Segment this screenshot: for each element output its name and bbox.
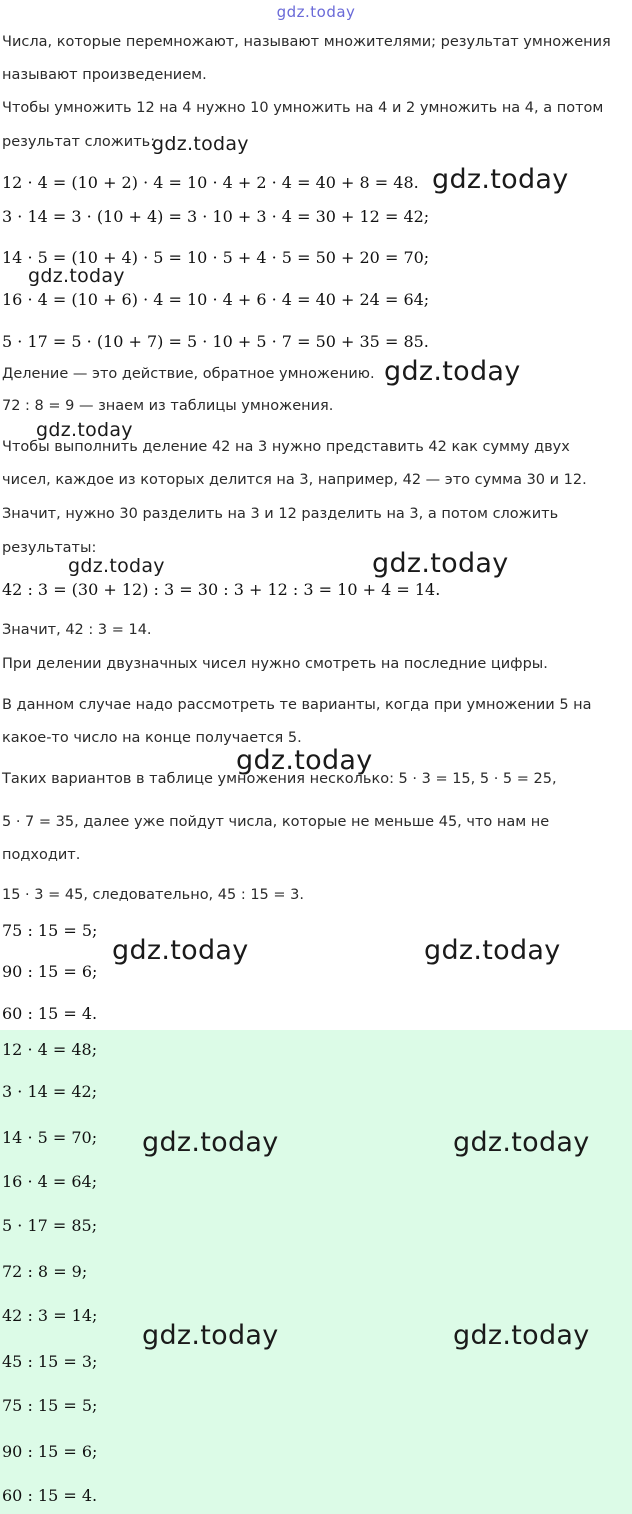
equation: 12 · 4 = (10 + 2) · 4 = 10 · 4 + 2 · 4 = 40 + 8 = 48. — [2, 173, 419, 192]
text-line: Чтобы выполнить деление 42 на 3 нужно представить 42 как сумму двух — [2, 439, 570, 455]
text-line: Числа, которые перемножают, называют множителями; результат умножения — [2, 34, 611, 50]
text-line: результаты: — [2, 540, 97, 556]
equation: 5 · 17 = 5 · (10 + 7) = 5 · 10 + 5 · 7 = 50 + 35 = 85. — [2, 332, 429, 351]
watermark: gdz.today — [112, 935, 249, 966]
text-line: Значит, нужно 30 разделить на 3 и 12 разделить на 3, а потом сложить — [2, 506, 559, 522]
text-line: Деление — это действие, обратное умножению. — [2, 366, 375, 382]
text-line: результат сложить: — [2, 134, 156, 150]
text-line: называют произведением. — [2, 67, 207, 83]
answer-line: 14 · 5 = 70; — [2, 1128, 98, 1147]
watermark: gdz.today — [28, 265, 125, 287]
watermark: gdz.today — [384, 356, 521, 387]
text-line: Значит, 42 : 3 = 14. — [2, 622, 152, 638]
text-line: Чтобы умножить 12 на 4 нужно 10 умножить на 4 и 2 умножить на 4, а потом — [2, 100, 604, 116]
equation: 75 : 15 = 5; — [2, 921, 98, 940]
answer-line: 45 : 15 = 3; — [2, 1352, 98, 1371]
equation: 60 : 15 = 4. — [2, 1004, 98, 1023]
text-line: 72 : 8 = 9 — знаем из таблицы умножения. — [2, 398, 334, 414]
text-line: Таких вариантов в таблице умножения несколько: 5 · 3 = 15, 5 · 5 = 25, — [2, 771, 557, 787]
answer-line: 16 · 4 = 64; — [2, 1172, 98, 1191]
watermark: gdz.today — [142, 1127, 279, 1158]
watermark: gdz.today — [372, 548, 509, 579]
text-line: При делении двузначных чисел нужно смотреть на последние цифры. — [2, 656, 548, 672]
watermark: gdz.today — [68, 555, 165, 577]
watermark: gdz.today — [424, 935, 561, 966]
answer-line: 60 : 15 = 4. — [2, 1486, 98, 1505]
equation: 3 · 14 = 3 · (10 + 4) = 3 · 10 + 3 · 4 = 30 + 12 = 42; — [2, 207, 430, 226]
answer-line: 5 · 17 = 85; — [2, 1216, 98, 1235]
equation: 90 : 15 = 6; — [2, 962, 98, 981]
site-logo[interactable]: gdz.today — [276, 3, 356, 21]
answer-line: 90 : 15 = 6; — [2, 1442, 98, 1461]
equation: 42 : 3 = (30 + 12) : 3 = 30 : 3 + 12 : 3 = 10 + 4 = 14. — [2, 580, 441, 599]
watermark: gdz.today — [142, 1320, 279, 1351]
text-line: 15 · 3 = 45, следовательно, 45 : 15 = 3. — [2, 887, 304, 903]
answer-line: 72 : 8 = 9; — [2, 1262, 88, 1281]
text-line: подходит. — [2, 847, 81, 863]
text-line: 5 · 7 = 35, далее уже пойдут числа, которые не меньше 45, что нам не — [2, 814, 550, 830]
answer-line: 42 : 3 = 14; — [2, 1306, 98, 1325]
watermark: gdz.today — [152, 133, 249, 155]
answer-block — [0, 1030, 632, 1514]
answer-line: 3 · 14 = 42; — [2, 1082, 98, 1101]
watermark: gdz.today — [36, 419, 133, 441]
watermark: gdz.today — [453, 1320, 590, 1351]
watermark: gdz.today — [432, 164, 569, 195]
answer-line: 12 · 4 = 48; — [2, 1040, 98, 1059]
watermark: gdz.today — [453, 1127, 590, 1158]
text-line: какое-то число на конце получается 5. — [2, 730, 302, 746]
text-line: В данном случае надо рассмотреть те варианты, когда при умножении 5 на — [2, 697, 592, 713]
equation: 16 · 4 = (10 + 6) · 4 = 10 · 4 + 6 · 4 = 40 + 24 = 64; — [2, 290, 430, 309]
text-line: чисел, каждое из которых делится на 3, например, 42 — это сумма 30 и 12. — [2, 472, 587, 488]
answer-line: 75 : 15 = 5; — [2, 1396, 98, 1415]
watermark: gdz.today — [236, 745, 373, 776]
equation: 14 · 5 = (10 + 4) · 5 = 10 · 5 + 4 · 5 = 50 + 20 = 70; — [2, 248, 430, 267]
